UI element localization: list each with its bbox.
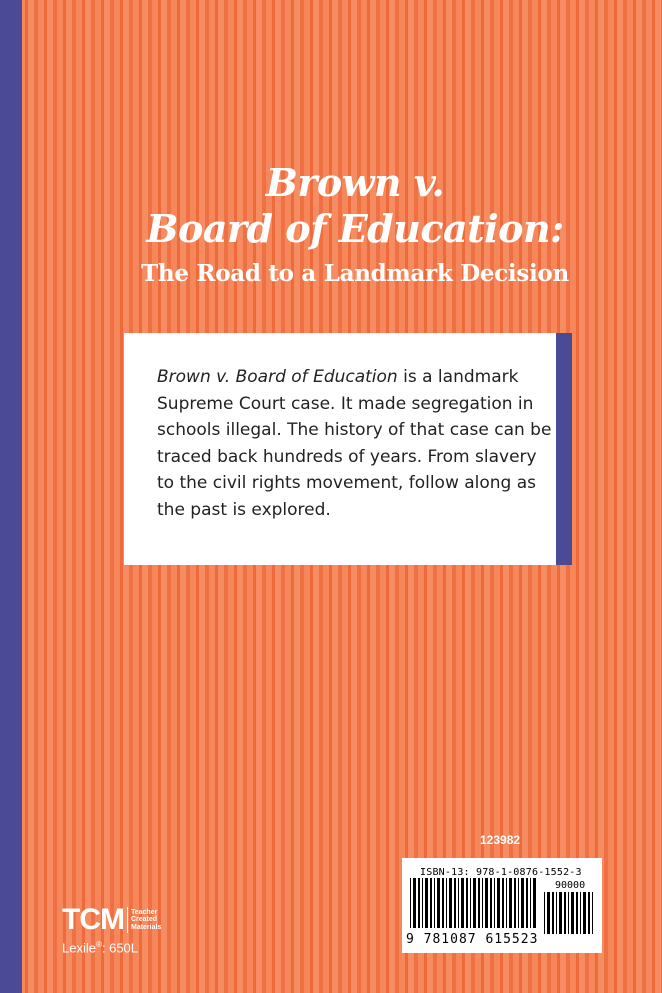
barcode-bar [526, 878, 528, 928]
barcode-bar [437, 878, 440, 928]
tcm-word-2: Created [130, 916, 158, 924]
barcode-bar [544, 892, 545, 934]
item-number: 123982 [480, 833, 521, 847]
barcode-bar [418, 878, 420, 928]
tcm-logo-divider [127, 907, 128, 933]
barcode-bar [592, 892, 593, 934]
barcode-bar [502, 878, 504, 928]
barcode-bar [470, 878, 471, 928]
barcode-digits: 9 781087 615523 [406, 932, 539, 947]
barcode-bar [556, 892, 557, 934]
barcode-main-bars [410, 878, 536, 928]
barcode-bar [446, 878, 447, 928]
barcode-bar [588, 892, 590, 934]
isbn-label: ISBN-13: 978-1-0876-1552-3 [420, 867, 582, 878]
barcode-bar [466, 878, 468, 928]
barcode-bar [506, 878, 507, 928]
barcode-bar [442, 878, 444, 928]
barcode-bar [449, 878, 452, 928]
barcode-bar [461, 878, 464, 928]
blurb-italic-lead: Brown v. Board of Education [157, 367, 398, 387]
barcode-bar [564, 892, 566, 934]
subtitle: The Road to a Landmark Decision [141, 260, 569, 287]
barcode-bar [521, 878, 524, 928]
tcm-word-3: Materials [130, 923, 162, 931]
barcode-bar [454, 878, 456, 928]
barcode-bar [518, 878, 519, 928]
barcode-bar [482, 878, 483, 928]
barcode-bar [568, 892, 569, 934]
title-block [120, 160, 590, 290]
barcode-bar [533, 878, 536, 928]
blurb-text [157, 364, 553, 523]
barcode-bar [497, 878, 500, 928]
barcode-bar [509, 878, 512, 928]
tcm-logo [62, 905, 161, 935]
barcode-bar [422, 878, 423, 928]
lexile-value: : 650L [101, 940, 139, 956]
barcode-bar [547, 892, 550, 934]
barcode-addon-bars [544, 892, 594, 934]
barcode-bar [552, 892, 554, 934]
barcode-bar [430, 878, 432, 928]
barcode-bar [473, 878, 476, 928]
book-spine [0, 0, 22, 993]
barcode-bar [410, 878, 411, 928]
barcode-bar [580, 892, 581, 934]
barcode-bar [413, 878, 416, 928]
title-line-1: Brown v. [265, 160, 445, 205]
barcode-bar [530, 878, 531, 928]
barcode-bar [434, 878, 435, 928]
barcode-bar [478, 878, 480, 928]
price-code: 90000 [555, 880, 586, 891]
lexile-registered-mark: ® [95, 940, 102, 949]
blurb-body: is a landmark Supreme Court case. It made segregation in schools illegal. The history of that case can be traced back hundreds of years. From slavery to the civil rights movement, follow along as the past is explored. [157, 367, 552, 520]
lexile-label: Lexile [62, 940, 96, 956]
lexile-level [62, 940, 138, 955]
barcode-bar [559, 892, 562, 934]
barcode-bar [490, 878, 492, 928]
barcode-bar [494, 878, 495, 928]
barcode-bar [571, 892, 574, 934]
tcm-logo-mark: TCM [62, 903, 124, 936]
barcode-bar [576, 892, 578, 934]
barcode-bar [485, 878, 488, 928]
barcode-bar [514, 878, 516, 928]
tcm-logo-words [131, 909, 161, 932]
title-line-2: Board of Education: [146, 206, 564, 251]
barcode-bar [458, 878, 459, 928]
tcm-word-1: Teacher [130, 908, 158, 916]
blurb-accent-bar [556, 333, 572, 565]
barcode-bar [583, 892, 586, 934]
barcode-bar [425, 878, 428, 928]
